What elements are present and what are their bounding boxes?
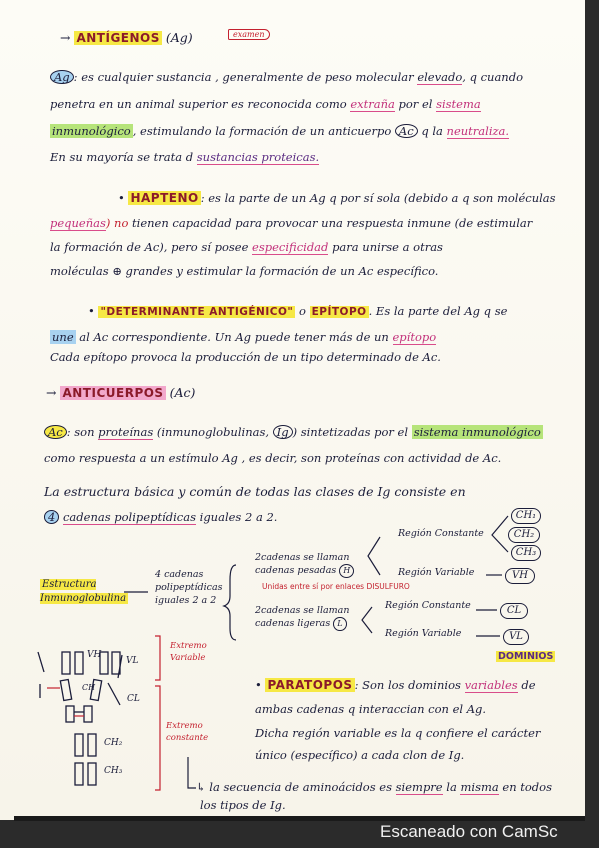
main-brace bbox=[224, 565, 236, 640]
sketch-block-12 bbox=[88, 763, 96, 785]
ag-def-line-2: penetra en un animal superior es reconocida como extraña por el sistema bbox=[50, 97, 481, 111]
domain-vl: VL bbox=[503, 629, 529, 645]
heavy-brace bbox=[368, 537, 380, 575]
sketch-stroke-1 bbox=[38, 652, 44, 672]
ac-def-line-2: como respuesta a un estímulo Ag , es decir, son proteínas con actividad de Ac. bbox=[44, 451, 502, 465]
ag-def-line-3: inmunológico , estimulando la formación de un anticuerpo Ac q la neutraliza. bbox=[52, 124, 510, 138]
light-region-constant: Región Constante bbox=[385, 600, 471, 611]
sketch-block-11 bbox=[75, 763, 83, 785]
ac-def-line-4: 4 cadenas polipeptídicas iguales 2 a 2. bbox=[44, 510, 277, 524]
dominios-label: DOMINIOS bbox=[498, 651, 554, 662]
disulfide-note: Unidas entre sí por enlaces DISULFURO bbox=[262, 582, 410, 591]
extreme-brackets bbox=[155, 636, 160, 790]
paratopos-line-4: único (específico) a cada clon de Ig. bbox=[255, 748, 465, 762]
anticuerpos-heading: ANTICUERPOS bbox=[62, 386, 164, 400]
exam-stamp: examen bbox=[228, 30, 270, 39]
ac-def-line-3: La estructura básica y común de todas las clases de Ig consiste en bbox=[44, 484, 466, 499]
paratopos-line-2: ambas cadenas q interaccian con el Ag. bbox=[255, 702, 487, 716]
sketch-block-3 bbox=[100, 652, 108, 674]
sketch-block-2 bbox=[75, 652, 83, 674]
ag-def-line-4: En su mayoría se trata d sustancias proteicas. bbox=[50, 150, 320, 164]
sketch-ch: CH bbox=[82, 683, 96, 692]
scan-bottom-bar bbox=[14, 816, 585, 821]
ag-def-line-1: Ag : es cualquier sustancia , generalmente de peso molecular elevado, q cuando bbox=[50, 70, 523, 84]
light-region-variable: Región Variable bbox=[385, 628, 462, 639]
sketch-block-8 bbox=[84, 706, 92, 722]
antibody-sketch bbox=[38, 652, 122, 785]
sketch-vh: VH bbox=[87, 650, 102, 660]
footnote-line-2: los tipos de Ig. bbox=[200, 798, 286, 812]
diagram-chains-label: 4 cadenas polipeptídicas iguales 2 a 2 bbox=[155, 569, 223, 606]
paratopos-line-3: Dicha región variable es la q confiere el carácter bbox=[255, 726, 541, 740]
epitopo-line-1: • "DETERMINANTE ANTIGÉNICO" o EPÍTOPO . Es la parte del Ag q se bbox=[88, 304, 508, 318]
extremo-variable-label: Extremo Variable bbox=[170, 641, 207, 663]
sketch-ch3: CH₃ bbox=[104, 766, 123, 776]
heavy-chains-label: 2cadenas se llaman cadenas pesadas H bbox=[255, 551, 365, 578]
domain-cl: CL bbox=[500, 603, 528, 619]
section-antigenos-title: → ANTÍGENOS (Ag) bbox=[60, 30, 193, 45]
sketch-block-5 bbox=[60, 679, 71, 700]
hapteno-line-1: • HAPTENO : es la parte de un Ag q por sí sola (debido a q son moléculas bbox=[118, 191, 556, 205]
sketch-block-9 bbox=[75, 734, 83, 756]
diagram-left-label: Estructura Inmunoglobulina bbox=[40, 579, 127, 604]
light-brace bbox=[362, 607, 372, 633]
section-anticuerpos-title: → ANTICUERPOS (Ac) bbox=[46, 385, 196, 400]
domain-ch1: CH₁ bbox=[511, 508, 541, 524]
sketch-stroke-4 bbox=[108, 683, 120, 705]
sketch-cl: CL bbox=[127, 694, 140, 704]
antigenos-heading: ANTÍGENOS bbox=[76, 31, 160, 45]
sketch-ch2: CH₂ bbox=[104, 738, 123, 748]
hapteno-line-4: moléculas ⊕ grandes y estimular la formación de un Ac específico. bbox=[50, 264, 439, 278]
scanner-watermark: Escaneado con CamSc bbox=[380, 822, 558, 841]
paratopos-line-1: • PARATOPOS : Son los dominios variables de bbox=[255, 678, 536, 692]
sketch-vl: VL bbox=[126, 656, 139, 666]
epitopo-line-3: Cada epítopo provoca la producción de un tipo determinado de Ac. bbox=[50, 350, 441, 364]
footnote-line-1: ↳ la secuencia de aminoácidos es siempre la misma en todos bbox=[196, 780, 552, 794]
footnote-arrow bbox=[188, 757, 196, 788]
heavy-region-variable: Región Variable bbox=[398, 567, 475, 578]
epitopo-line-2: une al Ac correspondiente. Un Ag puede tener más de un epítopo bbox=[52, 330, 437, 344]
brace-strokes bbox=[124, 516, 508, 788]
domain-ch2: CH₂ bbox=[508, 527, 540, 543]
paratopos-heading: PARATOPOS bbox=[267, 678, 353, 692]
hapteno-heading: HAPTENO bbox=[130, 191, 199, 205]
hapteno-line-2: pequeñas) no tienen capacidad para provocar una respuesta inmune (de estimular bbox=[50, 216, 533, 230]
sketch-block-6 bbox=[90, 679, 101, 700]
variable-bracket bbox=[155, 636, 160, 680]
extremo-constante-label: Extremo constante bbox=[166, 721, 209, 743]
ac-def-line-1: Ac : son proteínas (inmunoglobulinas, Ig ) sintetizadas por el sistema inmunológico bbox=[44, 425, 543, 439]
constant-bracket bbox=[155, 686, 160, 790]
sketch-block-10 bbox=[88, 734, 96, 756]
hapteno-line-3: la formación de Ac), pero sí posee especificidad para unirse a otras bbox=[50, 240, 443, 254]
sketch-block-1 bbox=[62, 652, 70, 674]
domain-ch3: CH₃ bbox=[511, 545, 541, 561]
domain-vh: VH bbox=[505, 568, 535, 584]
ch-brace bbox=[492, 516, 508, 552]
sketch-block-7 bbox=[66, 706, 74, 722]
heavy-region-constant: Región Constante bbox=[398, 528, 484, 539]
light-chains-label: 2cadenas se llaman cadenas ligeras L bbox=[255, 605, 350, 629]
